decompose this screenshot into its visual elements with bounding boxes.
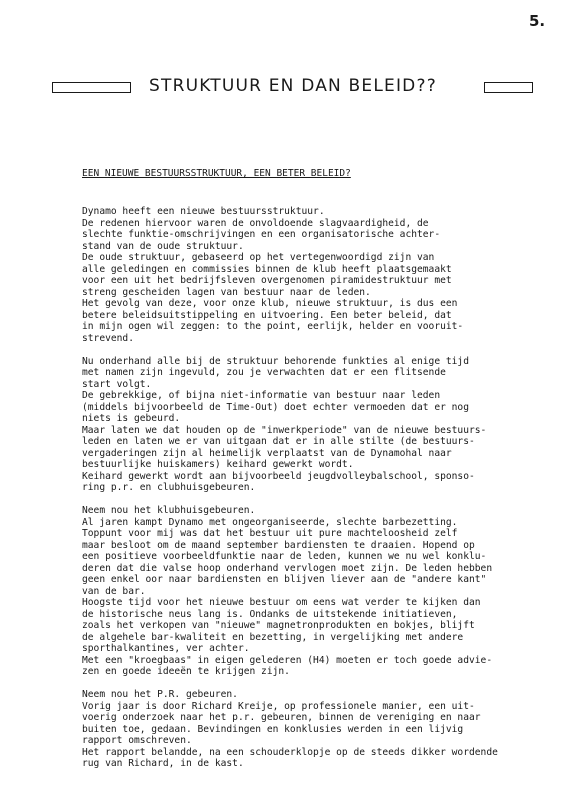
section-heading: EEN NIEUWE BESTUURSSTRUKTUUR, EEN BETER BELEID? [82, 168, 351, 179]
text-line: rapport omschreven. [82, 735, 192, 746]
paragraph [82, 206, 542, 344]
text-line: Maar laten we dat houden op de "inwerkperiode" van de nieuwe bestuurs- [82, 424, 487, 436]
text-line: Het rapport belandde, na een schouderklopje op de steeds dikker wordende [82, 746, 498, 758]
text-line: rug van Richard, in de kast. [82, 758, 244, 769]
page-title: STRUKTUUR EN DAN BELEID?? [149, 76, 437, 96]
text-line: (middels bijvoorbeeld de Time-Out) doet echter vermoeden dat er nog [82, 401, 469, 413]
text-line: Hoogste tijd voor het nieuwe bestuur om eens wat verder te kijken dan [82, 597, 481, 608]
text-line: ring p.r. en clubhuisgebeuren. [82, 482, 256, 493]
paragraph [82, 689, 542, 770]
text-line: zoals het verkopen van "nieuwe" magnetronprodukten en bokjes, blijft [82, 620, 475, 631]
text-line: voerig onderzoek naar het p.r. gebeuren, binnen de vereniging en naar [82, 712, 481, 723]
text-line: vergaderingen zijn al heimelijk verplaatst van de Dynamohal naar [82, 447, 452, 459]
paragraph-gap [82, 344, 542, 356]
text-line: Neem nou het klubhuisgebeuren. [82, 505, 256, 516]
text-line: een positieve voorbeeldfunktie naar de leden, kunnen we nu wel konklu- [82, 551, 487, 562]
page-number: 5. [529, 12, 546, 30]
text-line: alle geledingen en commissies binnen de klub heeft plaatsgemaakt [82, 263, 452, 275]
text-line: in mijn ogen wil zeggen: to the point, eerlijk, helder en vooruit- [82, 321, 464, 332]
text-line: met namen zijn ingevuld, zou je verwachten dat er een flitsende [82, 367, 446, 378]
text-line: de historische neus lang is. Ondanks de uitstekende initiatieven, [82, 608, 458, 620]
text-line: start volgt. [82, 378, 152, 390]
text-line: van de bar. [82, 585, 146, 597]
text-line: De redenen hiervoor waren de onvoldoende slagvaardigheid, de [82, 217, 429, 229]
text-line: niets is gebeurd. [82, 413, 181, 424]
paragraph-gap [82, 678, 542, 690]
text-line: Het gevolg van deze, voor onze klub, nieuwe struktuur, is dus een [82, 298, 458, 309]
text-line: streng gescheiden lagen van bestuur naar de leden. [82, 286, 371, 298]
paragraph [82, 505, 542, 678]
text-line: Vorig jaar is door Richard Kreije, op professionele manier, een uit- [82, 700, 475, 712]
text-line: Dynamo heeft een nieuwe bestuursstruktuur. [82, 206, 325, 217]
text-line: strevend. [82, 332, 134, 344]
title-right-box [484, 82, 533, 93]
text-line: buiten toe, gedaan. Bevindingen en konklusies werden in een lijvig [82, 723, 464, 735]
text-line: betere beleidsuitstippeling en uitvoering. Een beter beleid, dat [82, 309, 452, 321]
text-line: sporthalkantines, ver achter. [82, 643, 250, 654]
text-line: bestuurlijke huiskamers) keihard gewerkt wordt. [82, 459, 354, 470]
text-line: zen en goede ideeën te krijgen zijn. [82, 666, 290, 677]
paragraph-gap [82, 494, 542, 506]
text-line: de algehele bar-kwaliteit en bezetting, in vergelijking met andere [82, 631, 464, 643]
text-line: Met een "kroegbaas" in eigen gelederen (H4) moeten er toch goede advie- [82, 654, 493, 666]
text-line: maar besloot om de maand september bardiensten te draaien. Hopend op [82, 539, 475, 551]
text-line: Keihard gewerkt wordt aan bijvoorbeeld jeugdvolleybalschool, sponso- [82, 470, 475, 482]
text-line: De gebrekkige, of bijna niet-informatie van bestuur naar leden [82, 390, 441, 401]
text-line: slechte funktie-omschrijvingen en een organisatorische achter- [82, 229, 441, 240]
title-row [52, 76, 532, 100]
paragraph [82, 356, 542, 494]
text-line: Al jaren kampt Dynamo met ongeorganiseerde, slechte barbezetting. [82, 516, 458, 528]
text-line: De oude struktuur, gebaseerd op het vertegenwoordigd zijn van [82, 252, 435, 263]
text-line: leden en laten we er van uitgaan dat er in alle stilte (de bestuurs- [82, 436, 475, 447]
text-line: Toppunt voor mij was dat het bestuur uit pure machteloosheid zelf [82, 528, 458, 539]
text-line: Neem nou het P.R. gebeuren. [82, 689, 238, 700]
text-line: stand van de oude struktuur. [82, 240, 244, 252]
text-line: voor een uit het bedrijfsleven overgenomen piramidestruktuur met [82, 275, 452, 286]
article-body [82, 206, 542, 770]
text-line: Nu onderhand alle bij de struktuur behorende funkties al enige tijd [82, 355, 469, 367]
title-left-box [52, 82, 131, 93]
text-line: deren dat die valse hoop onderhand vervlogen moet zijn. De leden hebben [82, 562, 493, 574]
text-line: geen enkel oor naar bardiensten en blijven liever aan de "andere kant" [82, 574, 487, 585]
